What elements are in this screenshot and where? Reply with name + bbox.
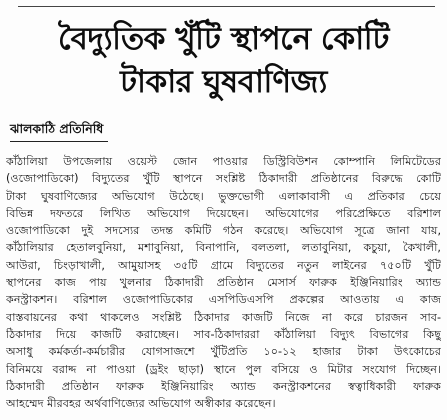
body-line: ঠিকাদার দিয়ে কাজটি করাচ্ছেন। সাব-ঠিকাদাররা কাঁঠালিয়া বিদ্যুৎ বিভাগের কিছু bbox=[6, 327, 441, 341]
body-line: কাঁঠালিয়া উপজেলায় ওয়েস্ট জোন পাওয়ার ডিস্ট্রিবিউশন কোম্পানি লিমিটেডের bbox=[6, 155, 441, 168]
headline bbox=[0, 18, 447, 104]
body-line: আহম্মেদ মীরবহর অর্থবাণিজ্যের অভিযোগ অস্বীকার করেছেন। bbox=[6, 397, 276, 411]
body-line: বিনিময়ে বরাদ্দ না পাওয়া (ড্রইং ছাড়া) স্থানে পুল বসিয়ে ও মিটার সংযোগ দিচ্ছেন। bbox=[6, 362, 441, 376]
body-line: কাঁঠালিয়ার হেতালবুনিয়া, মশাবুনিয়া, বিনাপানি, বলতলা, লতাবুনিয়া, কচুয়া, কৈখালী, bbox=[6, 241, 441, 255]
headline-line-1: বৈদ্যুতিক খুঁটি স্থাপনে কোটি bbox=[58, 21, 389, 57]
body-line: (ওজোপাডিকো) বিদ্যুতের খুঁটি স্থাপনে সংশ্লিষ্ট ঠিকাদারী প্রতিষ্ঠানের বিরুদ্ধে কোটি bbox=[6, 172, 441, 186]
byline-underline bbox=[10, 141, 108, 142]
body-line: কনস্ট্রাকশন। বরিশাল ওজোপাডিকোর এসপিডিএসপি প্রকল্পের আওতায় এ কাজ bbox=[6, 293, 441, 307]
body-line: বিভিন্ন দফতরে লিখিত অভিযোগ দিয়েছেন। অভিযোগের পরিপ্রেক্ষিতে বরিশাল bbox=[6, 206, 441, 220]
body-line: ঠিকাদারী প্রতিষ্ঠান ফারুক ইঞ্জিনিয়ারিং অ্যান্ড কনস্ট্রাকশনের স্বত্বাধিকারী ফারুক bbox=[6, 379, 441, 393]
body-line: আউরা, চিংড়াখালী, আমুয়াসহ ৩৫টি গ্রামে বিদ্যুতের নতুন লাইনের ৭৫০টি খুঁটি bbox=[6, 258, 441, 272]
body-line: স্থাপনের কাজ পায় খুলনার ঠিকাদারী প্রতিষ্ঠান মেসার্স ফারুক ইঞ্জিনিয়ারিং অ্যান্ড bbox=[6, 276, 441, 290]
body-line: বাস্তবায়নের কথা থাকলেও সংশ্লিষ্ট ঠিকাদার কাজটি নিজে না করে চারজন সাব- bbox=[6, 310, 441, 324]
body-line: অসাধু কর্মকর্তা-কর্মচারীর যোগসাজশে খুঁটিপ্রতি ১০-১২ হাজার টাকা উৎকোচের bbox=[6, 345, 441, 359]
body-line: ওজোপাডিকো দুই সদস্যের তদন্ত কমিটি গঠন করেছে। অভিযোগ সূত্রে জানা যায়, bbox=[6, 224, 441, 238]
headline-line-2: টাকার ঘুষবাণিজ্য bbox=[120, 64, 327, 100]
top-border-rule bbox=[18, 6, 435, 7]
body-line: টাকা ঘুষবাণিজ্যের অভিযোগ উঠেছে। ভুক্তভোগী এলাকাবাসী এ প্রতিকার চেয়ে bbox=[6, 189, 441, 203]
byline: ঝালকাঠি প্রতিনিধি bbox=[10, 121, 104, 136]
article-body bbox=[6, 153, 441, 412]
